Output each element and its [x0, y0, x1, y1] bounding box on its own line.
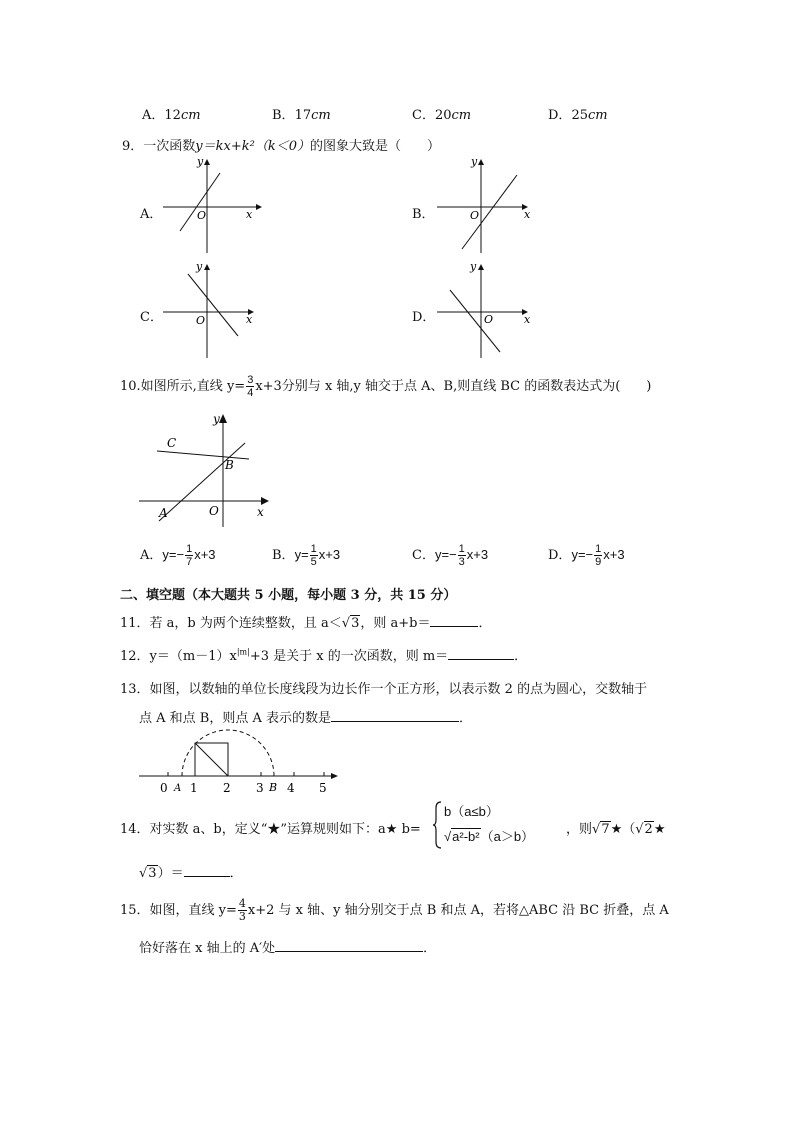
svg-text:x: x — [524, 313, 531, 326]
svg-text:x: x — [246, 208, 253, 221]
q14-stem: 14．对实数 a、b，定义“★”运算规则如下：a★ b= — [120, 822, 421, 837]
q14-answer-blank[interactable] — [184, 862, 230, 877]
svg-text:x: x — [257, 505, 264, 519]
q13-answer-blank[interactable] — [331, 707, 459, 722]
q9-graph-d — [432, 260, 542, 360]
q8-option-c: C．20cm — [412, 108, 472, 123]
svg-text:5: 5 — [319, 781, 327, 795]
svg-text:B: B — [269, 781, 278, 794]
svg-text:A: A — [174, 783, 182, 794]
q15-answer-blank[interactable] — [275, 937, 423, 952]
svg-text:1: 1 — [190, 781, 198, 795]
svg-text:y: y — [471, 155, 478, 168]
svg-text:y: y — [197, 155, 204, 168]
svg-text:A: A — [159, 506, 168, 520]
q14-line2: √3）＝ ． — [139, 862, 243, 881]
q10-option-c: C．y=− $\frac{1}{3}$ x+3 — [412, 543, 489, 568]
q14-case-brace — [432, 800, 442, 850]
svg-text:O: O — [209, 504, 219, 518]
q9-option-c-label: C． — [140, 310, 163, 325]
q15-line1: 15．如图，直线 y= $\frac{4}{3}$ x+2 与 x 轴、y 轴分别交于点 B 和点 A，若将△ABC 沿 BC 折叠，点 A — [120, 897, 669, 923]
svg-text:y: y — [196, 260, 203, 273]
svg-text:C: C — [167, 436, 177, 450]
q12-answer-blank[interactable] — [448, 645, 514, 660]
q10-option-b: B．y= $\frac{1}{5}$ x+3 — [272, 543, 341, 568]
svg-text:O: O — [470, 209, 480, 222]
q13-number-line — [135, 725, 345, 797]
svg-text:O: O — [197, 209, 207, 222]
q14-case-2: √a²-b²（a＞b） — [444, 829, 535, 844]
svg-text:B: B — [225, 458, 234, 472]
q9-graph-b — [432, 155, 542, 255]
q8-option-a: A．12cm — [142, 108, 201, 123]
q13-line1: 13．如图，以数轴的单位长度线段为边长作一个正方形，以表示数 2 的点为圆心，交数轴于 — [120, 682, 648, 697]
q13-line2: 点 A 和点 B，则点 A 表示的数是 ． — [139, 707, 472, 726]
q9-graph-a — [158, 155, 268, 255]
q8-option-d: D．25cm — [548, 108, 608, 123]
q10-stem: 10.如图所示,直线 y= $\frac{3}{4}$ x+3分别与 x 轴,y 轴交于点 A、B,则直线 BC 的函数表达式为( ) — [120, 374, 652, 399]
section-2-title: 二、填空题（本大题共 5 小题，每小题 3 分，共 15 分） — [120, 588, 457, 603]
q12: 12．$y=(m-1)x^{|m|}+3$ 是关于 x 的一次函数，则 m＝ ． — [120, 645, 527, 664]
q11-answer-blank[interactable] — [430, 612, 478, 627]
svg-text:O: O — [484, 313, 494, 326]
svg-text:y: y — [213, 412, 220, 426]
q14-tail: ，则√7★（√2★ — [566, 822, 666, 837]
svg-text:x: x — [524, 208, 531, 221]
q10-option-a: A．y=− $\frac{1}{7}$ x+3 — [140, 543, 216, 568]
svg-text:2: 2 — [223, 781, 231, 795]
svg-text:3: 3 — [256, 781, 264, 795]
q9-option-b-label: B． — [412, 207, 435, 222]
q15-line2: 恰好落在 x 轴上的 A′处 ． — [139, 937, 436, 956]
q9-stem: 9．一次函数y＝kx+k²（k＜0）的图象大致是（ ） — [122, 139, 440, 154]
q9-option-d-label: D． — [412, 310, 436, 325]
q9-graph-c — [158, 260, 268, 360]
svg-text:0: 0 — [160, 781, 168, 795]
svg-text:x: x — [246, 313, 253, 326]
q11: 11．若 a，b 为两个连续整数，且 a＜√3，则 a+b＝ ． — [120, 612, 491, 631]
svg-text:O: O — [196, 314, 206, 327]
svg-text:y: y — [470, 260, 477, 273]
q10-option-d: D．y=− $\frac{1}{9}$ x+3 — [548, 543, 625, 568]
q9-option-a-label: A． — [140, 207, 163, 222]
q14-case-1: b（a≤b） — [444, 804, 499, 819]
q8-option-b: B．17cm — [272, 108, 331, 123]
svg-text:4: 4 — [287, 781, 295, 795]
q10-figure — [135, 405, 275, 530]
